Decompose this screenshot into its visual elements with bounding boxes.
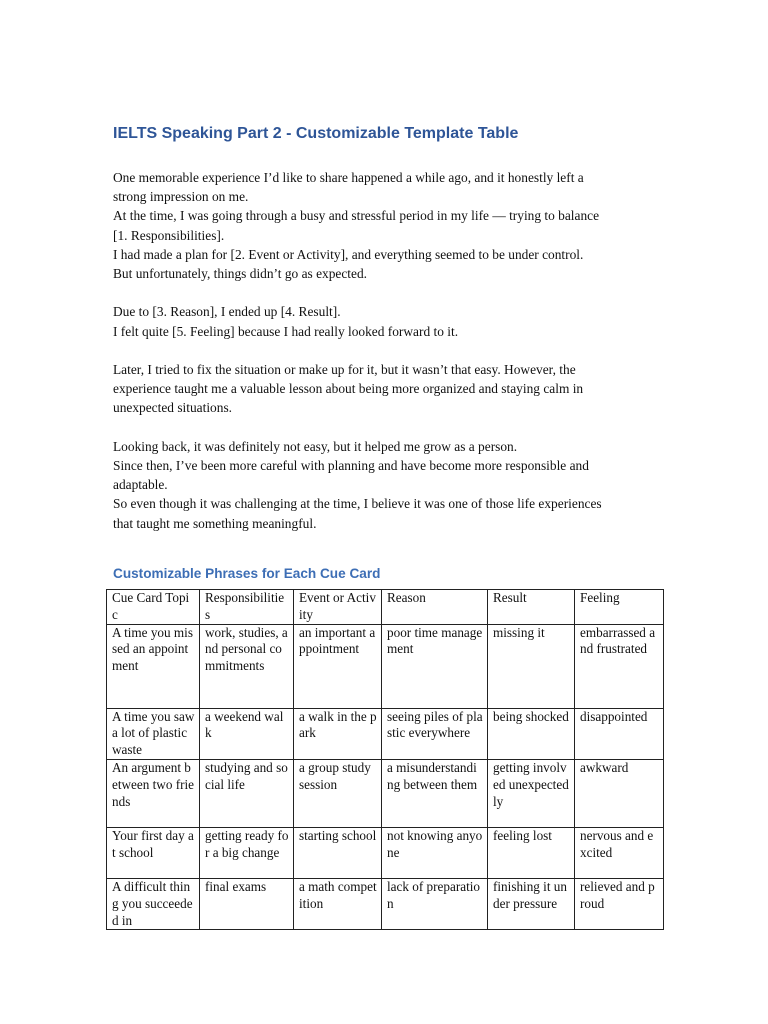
paragraph-lesson [113, 360, 643, 418]
table-cell: getting involved unexpectedly [488, 759, 575, 827]
table-row [107, 878, 664, 929]
table-cell: work, studies, and personal commitments [200, 624, 294, 708]
table-cell: disappointed [575, 708, 664, 759]
body-line: experience taught me a valuable lesson about being more organized and staying calm in [113, 381, 584, 397]
table-cell: lack of preparation [382, 878, 488, 929]
table-cell: finishing it under pressure [488, 878, 575, 929]
table-cell: being shocked [488, 708, 575, 759]
body-line: unexpected situations. [113, 400, 232, 416]
header-cell: Cue Card Topic [107, 590, 200, 625]
table-cell: studying and social life [200, 759, 294, 827]
table-cell: nervous and excited [575, 827, 664, 878]
body-line: Since then, I’ve been more careful with planning and have become more responsible and [113, 458, 589, 473]
body-line: strong impression on me. [113, 189, 249, 205]
body-line: that taught me something meaningful. [113, 515, 317, 531]
body-line: One memorable experience I’d like to share happened a while ago, and it honestly left a [113, 170, 584, 185]
body-line: I felt quite [5. Feeling] because I had really looked forward to it. [113, 323, 459, 339]
table-cell: awkward [575, 759, 664, 827]
table-cell: a math competition [294, 878, 382, 929]
table-cell: A difficult thing you succeeded in [107, 878, 200, 929]
table-cell: a misunderstanding between them [382, 759, 488, 827]
body-line: Later, I tried to fix the situation or make up for it, but it wasn’t that easy. However, the [113, 362, 576, 377]
header-cell: Reason [382, 590, 488, 625]
table-cell: seeing piles of plastic everywhere [382, 708, 488, 759]
body-line: Looking back, it was definitely not easy, but it helped me grow as a person. [113, 438, 518, 454]
table-row [107, 708, 664, 759]
table-cell: starting school [294, 827, 382, 878]
body-line: At the time, I was going through a busy and stressful period in my life — trying to balance [113, 208, 600, 224]
document-title: IELTS Speaking Part 2 - Customizable Template Table [113, 125, 519, 142]
table-cell: a group study session [294, 759, 382, 827]
header-cell: Responsibilities [200, 590, 294, 625]
paragraph-intro [113, 168, 643, 283]
table-cell: final exams [200, 878, 294, 929]
table-row [107, 624, 664, 708]
table-cell: missing it [488, 624, 575, 708]
table-cell: not knowing anyone [382, 827, 488, 878]
table-row [107, 827, 664, 878]
table-cell: A time you saw a lot of plastic waste [107, 708, 200, 759]
table-cell: feeling lost [488, 827, 575, 878]
header-cell: Feeling [575, 590, 664, 625]
table-cell: Your first day at school [107, 827, 200, 878]
body-line: [1. Responsibilities]. [113, 227, 225, 243]
table-heading: Customizable Phrases for Each Cue Card [113, 566, 381, 581]
body-line: So even though it was challenging at the time, I believe it was one of those life experiences [113, 496, 602, 512]
phrases-table [106, 589, 664, 930]
table-cell: embarrassed and frustrated [575, 624, 664, 708]
header-cell: Event or Activity [294, 590, 382, 625]
paragraph-reason [113, 302, 643, 340]
table-cell: an important appointment [294, 624, 382, 708]
header-cell: Result [488, 590, 575, 625]
paragraph-conclusion [113, 437, 643, 533]
body-line: adaptable. [113, 477, 168, 493]
body-line: But unfortunately, things didn’t go as expected. [113, 266, 368, 282]
table-cell: relieved and proud [575, 878, 664, 929]
table-cell: An argument between two friends [107, 759, 200, 827]
table-header-row [107, 590, 664, 625]
table-cell: a weekend walk [200, 708, 294, 759]
table-cell: A time you missed an appointment [107, 624, 200, 708]
table-cell: getting ready for a big change [200, 827, 294, 878]
template-body [113, 168, 643, 533]
table-row [107, 759, 664, 827]
table-cell: a walk in the park [294, 708, 382, 759]
body-line: I had made a plan for [2. Event or Activity], and everything seemed to be under control. [113, 246, 584, 262]
body-line: Due to [3. Reason], I ended up [4. Result]. [113, 304, 341, 320]
table-cell: poor time management [382, 624, 488, 708]
